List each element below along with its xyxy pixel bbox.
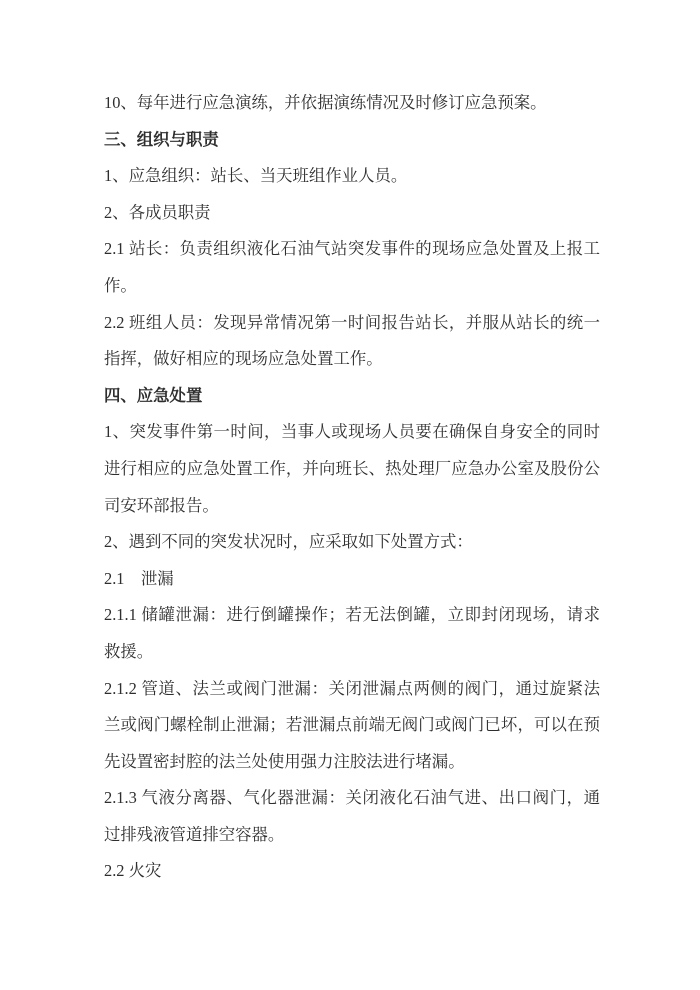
text-line: 四、应急处置 [104,385,203,405]
section-heading [104,378,600,415]
text-line: 先设置密封腔的法兰处使用强力注胶法进行堵漏。 [104,751,465,771]
paragraph [104,597,600,670]
text-line: 2.2 火灾 [104,861,162,881]
paragraph [104,671,600,781]
text-line: 10、每年进行应急演练，并依据演练情况及时修订应急预案。 [104,93,547,112]
text-line: 2、各成员职责 [104,202,211,222]
paragraph [104,305,600,378]
paragraph [104,158,600,195]
paragraph [104,780,600,853]
paragraph [104,414,600,524]
text-line: 2.1 站长：负责组织液化石油气站突发事件的现场应急处置及上报工 [104,239,600,259]
text-line: 三、组织与职责 [104,129,219,149]
text-line: 司安环部报告。 [104,495,219,515]
text-line: 2、遇到不同的突发状况时，应采取如下处置方式： [104,532,473,552]
text-line: 2.1 泄漏 [104,568,174,588]
paragraph [104,853,600,890]
text-line: 2.1.1 储罐泄漏：进行倒罐操作；若无法倒罐，立即封闭现场，请求 [104,605,600,625]
section-heading [104,122,600,159]
paragraph [104,231,600,304]
text-line: 过排残液管道排空容器。 [104,824,285,844]
text-line: 救援。 [104,641,154,661]
text-line: 兰或阀门螺栓制止泄漏；若泄漏点前端无阀门或阀门已坏，可以在预 [104,715,600,735]
paragraph [104,85,600,122]
document-content [104,85,600,890]
text-line: 指挥，做好相应的现场应急处置工作。 [104,349,383,369]
text-line: 2.1.2 管道、法兰或阀门泄漏：关闭泄漏点两侧的阀门，通过旋紧法 [104,678,600,698]
text-line: 2.1.3 气液分离器、气化器泄漏：关闭液化石油气进、出口阀门，通 [104,788,600,808]
paragraph [104,524,600,561]
text-line: 1、应急组织：站长、当天班组作业人员。 [104,166,408,186]
text-line: 2.2 班组人员：发现异常情况第一时间报告站长，并服从站长的统一 [104,312,600,332]
paragraph [104,561,600,598]
text-line: 作。 [104,275,137,295]
paragraph [104,195,600,232]
text-line: 进行相应的应急处置工作，并向班长、热处理厂应急办公室及股份公 [104,458,600,478]
text-line: 1、突发事件第一时间，当事人或现场人员要在确保自身安全的同时 [104,422,600,442]
